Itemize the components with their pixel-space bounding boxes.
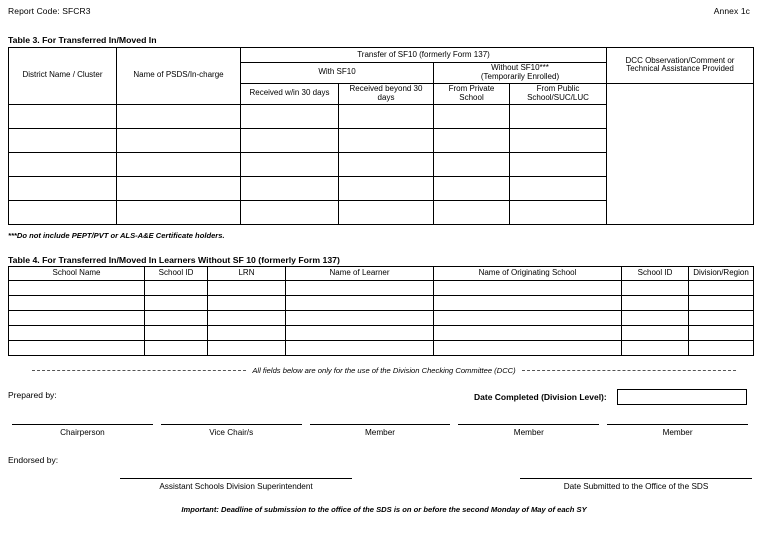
table3-cell-beyond30[interactable] [339,176,434,200]
signature-label: Vice Chair/s [209,428,254,437]
signature-member-3[interactable] [607,424,748,437]
table4-cell-origin-id[interactable] [622,311,689,326]
table3-cell-beyond30[interactable] [339,128,434,152]
table4-th-name-of-learner: Name of Learner [286,267,434,281]
table3-cell-within30[interactable] [241,128,339,152]
table-row [9,326,754,341]
table4-cell-school-name[interactable] [9,296,145,311]
signature-label: Member [364,428,395,437]
table3-cell-private[interactable] [434,200,510,224]
signature-line[interactable] [607,424,748,425]
signature-chairperson[interactable] [12,424,153,437]
date-completed-group [474,389,747,405]
table3-th-dcc [607,48,754,84]
table4-cell-lrn[interactable] [208,296,286,311]
table3-th-district: District Name / Cluster [9,48,117,105]
table3-footnote: ***Do not include PEPT/PVT or ALS-A&E Certificate holders. [8,231,225,240]
table3-cell-psds[interactable] [117,176,241,200]
table4-cell-origin-id[interactable] [622,281,689,296]
table3-cell-within30[interactable] [241,152,339,176]
important-deadline-note: Important: Deadline of submission to the office of the SDS is on or before the second Monday of May of each SY [181,505,587,514]
table4-cell-lrn[interactable] [208,326,286,341]
table4-cell-origin-id[interactable] [622,326,689,341]
table3-cell-psds[interactable] [117,128,241,152]
date-completed-input[interactable] [617,389,747,405]
signature-vice-chair[interactable] [161,424,302,437]
table3-cell-public[interactable] [510,152,607,176]
table4-cell-school-id[interactable] [145,281,208,296]
table3-th-psds: Name of PSDS/In-charge [117,48,241,105]
table3-th-without-sf10-line1: Without SF10*** [491,63,549,72]
table4-th-lrn: LRN [208,267,286,281]
annex-label: Annex 1c [713,6,750,16]
signature-label: Assistant Schools Division Superintendent [159,482,313,491]
table3-cell-private[interactable] [434,128,510,152]
table4-transferred-without-sf10 [8,266,754,356]
table3-cell-beyond30[interactable] [339,104,434,128]
table3-th-from-private: From Private School [434,83,510,104]
table4-cell-origin-school[interactable] [434,281,622,296]
table4-cell-division[interactable] [689,296,754,311]
dcc-notice-divider [32,366,736,375]
table3-caption: Table 3. For Transferred In/Moved In [8,35,157,45]
table3-cell-psds[interactable] [117,200,241,224]
endorsement-signature-row [120,478,750,491]
table3-th-received-within-30: Received w/in 30 days [241,83,339,104]
report-code: Report Code: SFCR3 [8,6,91,16]
table4-cell-school-name[interactable] [9,281,145,296]
table4-cell-school-name[interactable] [9,311,145,326]
table3-cell-within30[interactable] [241,104,339,128]
table-row [9,311,754,326]
table3-th-received-beyond-30: Received beyond 30 days [339,83,434,104]
table3-cell-district[interactable] [9,128,117,152]
prepared-by-label: Prepared by: [8,390,57,400]
table4-cell-school-id[interactable] [145,326,208,341]
table3-cell-beyond30[interactable] [339,200,434,224]
table4-cell-lrn[interactable] [208,341,286,356]
table3-cell-district[interactable] [9,104,117,128]
table4-cell-division[interactable] [689,326,754,341]
divider-line-right [522,370,736,371]
table4-cell-learner[interactable] [286,296,434,311]
table4-cell-division[interactable] [689,341,754,356]
signature-label: Date Submitted to the Office of the SDS [563,482,709,491]
table3-cell-beyond30[interactable] [339,152,434,176]
endorsed-by-label: Endorsed by: [8,455,59,465]
table3-th-without-sf10 [434,63,607,84]
table3-cell-public[interactable] [510,200,607,224]
signature-line[interactable] [310,424,451,425]
table4-cell-lrn[interactable] [208,311,286,326]
table3-cell-within30[interactable] [241,200,339,224]
table-row [9,341,754,356]
table4-cell-origin-school[interactable] [434,296,622,311]
table3-cell-within30[interactable] [241,176,339,200]
table3-cell-district[interactable] [9,176,117,200]
signature-line[interactable] [520,478,752,479]
table4-cell-origin-school[interactable] [434,311,622,326]
signature-label: Member [513,428,544,437]
table4-caption: Table 4. For Transferred In/Moved In Learners Without SF 10 (formerly Form 137) [8,255,340,265]
signature-label: Chairperson [60,428,105,437]
table3-th-dcc-line2: Technical Assistance Provided [626,64,734,74]
table-row [9,281,754,296]
table4-cell-learner[interactable] [286,326,434,341]
signature-label: Member [662,428,693,437]
table3-th-transfer-group: Transfer of SF10 (formerly Form 137) [241,48,607,63]
table3-th-without-sf10-line2: (Temporarily Enrolled) [480,71,560,81]
table3-cell-district[interactable] [9,200,117,224]
table3-cell-private[interactable] [434,104,510,128]
table3-cell-district[interactable] [9,152,117,176]
table4-cell-division[interactable] [689,281,754,296]
dcc-notice-text: All fields below are only for the use of the Division Checking Committee (DCC) [252,366,516,375]
table4-cell-learner[interactable] [286,341,434,356]
signature-member-2[interactable] [458,424,599,437]
signature-member-1[interactable] [310,424,451,437]
document-header [8,6,750,16]
signature-date-submitted[interactable] [520,478,752,491]
table3-cell-public[interactable] [510,104,607,128]
date-completed-label: Date Completed (Division Level): [474,392,607,402]
table3-th-from-public: From Public School/SUC/LUC [510,83,607,104]
table3-header-row-1 [9,48,754,63]
table4-cell-school-name[interactable] [9,326,145,341]
table3-cell-psds[interactable] [117,152,241,176]
table3-cell-private[interactable] [434,176,510,200]
table3-cell-public[interactable] [510,128,607,152]
table3-cell-psds[interactable] [117,104,241,128]
signature-line[interactable] [161,424,302,425]
table4-header-row [9,267,754,281]
table4-cell-school-id[interactable] [145,311,208,326]
table4-th-originating-school-id: School ID [622,267,689,281]
table-row [9,296,754,311]
dcc-signature-row [8,424,752,437]
table4-cell-origin-school[interactable] [434,341,622,356]
table4-cell-learner[interactable] [286,281,434,296]
table3-cell-public[interactable] [510,176,607,200]
table4-th-originating-school: Name of Originating School [434,267,622,281]
table4-th-school-name: School Name [9,267,145,281]
signature-asds[interactable] [120,478,352,491]
table3-th-with-sf10: With SF10 [241,63,434,84]
signature-line[interactable] [120,478,352,479]
table3-transferred-in [8,47,754,225]
table4-cell-lrn[interactable] [208,281,286,296]
table4-cell-origin-school[interactable] [434,326,622,341]
table4-th-division-region: Division/Region [689,267,754,281]
table4-cell-school-id[interactable] [145,296,208,311]
table4-cell-school-id[interactable] [145,341,208,356]
table4-th-school-id: School ID [145,267,208,281]
signature-line[interactable] [12,424,153,425]
table4-cell-origin-id[interactable] [622,296,689,311]
divider-line-left [32,370,246,371]
signature-line[interactable] [458,424,599,425]
table3-th-dcc-line1: DCC Observation/Comment or [625,55,735,65]
table3-dcc-observation-cell[interactable] [607,83,754,224]
table4-cell-division[interactable] [689,311,754,326]
table4-cell-school-name[interactable] [9,341,145,356]
table4-cell-learner[interactable] [286,311,434,326]
table3-cell-private[interactable] [434,152,510,176]
table4-cell-origin-id[interactable] [622,341,689,356]
